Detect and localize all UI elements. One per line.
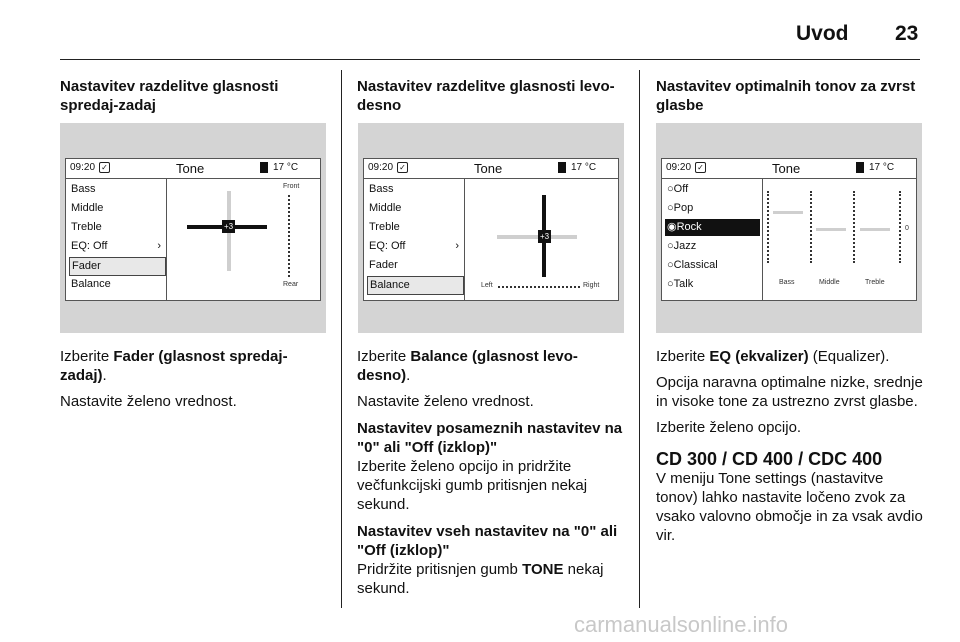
menu-item-selected[interactable]: Balance (367, 276, 464, 295)
tone-screen (363, 158, 619, 301)
horizontal-axis (497, 235, 577, 239)
col3-heading: Nastavitev optimalnih tonov za zvrst glasbe (656, 78, 916, 114)
col1-body (60, 347, 328, 411)
fig-fader (60, 123, 326, 333)
menu-item[interactable]: Fader (369, 259, 398, 271)
tone-screen (661, 158, 917, 301)
arrow-right-icon: › (157, 240, 161, 252)
menu-item[interactable] (367, 238, 462, 255)
clock-icon: ✓ (99, 162, 110, 173)
menu-item[interactable]: Balance (71, 278, 111, 290)
radio-option[interactable] (665, 200, 760, 217)
col2-instruction (357, 347, 625, 385)
col3-body (656, 347, 924, 545)
text: . (406, 367, 411, 384)
col2-subheading: Nastavitev vseh nastavitev na "0" ali "Off (izklop)" (357, 523, 618, 559)
eq-menu (662, 179, 763, 300)
treble-level (860, 228, 890, 231)
fig-balance (358, 123, 624, 333)
radio-icon: ○ (667, 240, 674, 252)
band-label: Treble (865, 279, 885, 286)
menu-item[interactable]: Bass (369, 183, 394, 195)
eq-plot (763, 179, 916, 300)
text: Izberite (357, 348, 411, 365)
radio-label: Off (673, 183, 689, 195)
tone-screen (65, 158, 321, 301)
radio-label: Rock (676, 221, 702, 233)
temperature: 17 °C (869, 162, 895, 173)
balance-knob[interactable]: +3 (539, 232, 550, 241)
thermometer-icon (856, 162, 864, 173)
radio-option[interactable] (665, 276, 760, 293)
radio-icon: ○ (667, 278, 674, 290)
fig-equalizer (656, 123, 922, 333)
eq-scale (853, 191, 855, 263)
radio-label: Pop (673, 202, 694, 214)
middle-level (816, 228, 846, 231)
eq-scale (767, 191, 769, 263)
status-bar (66, 159, 320, 179)
front-label: Front (283, 183, 300, 190)
tone-menu (66, 179, 167, 300)
menu-option-name: EQ (ekvalizer) (709, 348, 809, 365)
eq-scale (810, 191, 812, 263)
radio-option[interactable] (665, 238, 760, 255)
radio-icon: ○ (667, 259, 674, 271)
menu-option-name: Fader (glasnost spredaj-zadaj) (60, 348, 288, 384)
col2-heading: Nastavitev razdelitve glasnosti levo-desno (357, 78, 615, 114)
col2-para: Nastavite želeno vrednost. (357, 393, 534, 410)
radio-checked-icon: ◉ (667, 221, 677, 233)
radio-option[interactable] (665, 257, 760, 274)
text: . (102, 367, 107, 384)
button-name: TONE (522, 561, 564, 578)
text: Izberite (656, 348, 710, 365)
menu-item[interactable] (69, 238, 164, 255)
col2-sub-text (357, 560, 625, 598)
watermark: carmanualsonline.info (574, 612, 789, 637)
col2-subheading: Nastavitev posameznih nastavitev na "0" ali "Off (izklop)" (357, 420, 623, 456)
column-2 (357, 77, 625, 115)
text: (Equalizer). (808, 348, 890, 365)
temperature: 17 °C (273, 162, 299, 173)
screen-title: Tone (176, 161, 205, 176)
balance-plot (465, 179, 618, 300)
balance-scale (498, 286, 580, 288)
text: Pridržite pritisnjen gumb (357, 561, 523, 578)
menu-item[interactable]: Treble (71, 221, 102, 233)
fader-scale (288, 195, 290, 277)
text: nekaj sekund. (357, 561, 604, 597)
col3-para: Opcija naravna optimalne nizke, srednje in visoke tone za ustrezno zvrst glasbe. (656, 374, 923, 410)
bass-level (773, 211, 803, 214)
menu-item[interactable]: Middle (71, 202, 104, 214)
temperature: 17 °C (571, 162, 597, 173)
col3-instruction (656, 347, 924, 366)
clock-time: 09:20 (368, 162, 394, 173)
screen-title: Tone (474, 161, 503, 176)
column-3 (656, 77, 924, 115)
column-divider (341, 70, 342, 608)
menu-item[interactable]: Middle (369, 202, 402, 214)
clock-icon: ✓ (695, 162, 706, 173)
radio-option-selected[interactable] (665, 219, 760, 236)
menu-item[interactable]: Bass (71, 183, 96, 195)
col2-sub-text: Izberite želeno opcijo in pridržite večfunkcijski gumb pritisnjen nekaj sekund. (357, 458, 588, 513)
menu-option-name: Balance (glasnost levo-desno) (357, 348, 578, 384)
arrow-right-icon: › (455, 240, 459, 252)
zero-label: 0 (905, 225, 909, 232)
left-label: Left (481, 282, 493, 289)
col1-para: Nastavite želeno vrednost. (60, 393, 237, 410)
col1-heading: Nastavitev razdelitve glasnosti spredaj-zadaj (60, 78, 279, 114)
eq-scale (899, 191, 901, 263)
menu-item-label: EQ: Off (369, 240, 406, 252)
status-bar (364, 159, 618, 179)
column-1 (60, 77, 328, 115)
column-divider (639, 70, 640, 608)
status-bar (662, 159, 916, 179)
header-title: Uvod (796, 22, 849, 45)
clock-time: 09:20 (70, 162, 96, 173)
col1-instruction (60, 347, 328, 385)
screen-title: Tone (772, 161, 801, 176)
fader-plot (167, 179, 320, 300)
text: Izberite (60, 348, 114, 365)
section-text: V meniju Tone settings (nastavitve tonov) lahko nastavite ločeno zvok za vsako valovno območje in za vsak avdio vir. (656, 470, 923, 544)
header-rule (60, 59, 920, 60)
radio-label: Talk (673, 278, 694, 290)
col2-body (357, 347, 625, 598)
radio-label: Jazz (673, 240, 697, 252)
band-label: Bass (779, 279, 795, 286)
clock-icon: ✓ (397, 162, 408, 173)
band-label: Middle (819, 279, 840, 286)
radio-icon: ○ (667, 202, 674, 214)
radio-label: Classical (673, 259, 718, 271)
right-label: Right (583, 282, 600, 289)
menu-item[interactable]: Treble (369, 221, 400, 233)
section-heading: CD 300 / CD 400 / CDC 400 (656, 449, 883, 469)
thermometer-icon (260, 162, 268, 173)
col3-para: Izberite želeno opcijo. (656, 419, 802, 436)
tone-menu (364, 179, 465, 300)
menu-item-label: EQ: Off (71, 240, 108, 252)
fader-knob[interactable]: +3 (223, 222, 234, 231)
radio-icon: ○ (667, 183, 674, 195)
radio-option[interactable] (665, 181, 760, 198)
clock-time: 09:20 (666, 162, 692, 173)
rear-label: Rear (283, 281, 299, 288)
thermometer-icon (558, 162, 566, 173)
page-number: 23 (895, 22, 919, 45)
menu-item-selected[interactable]: Fader (69, 257, 166, 276)
